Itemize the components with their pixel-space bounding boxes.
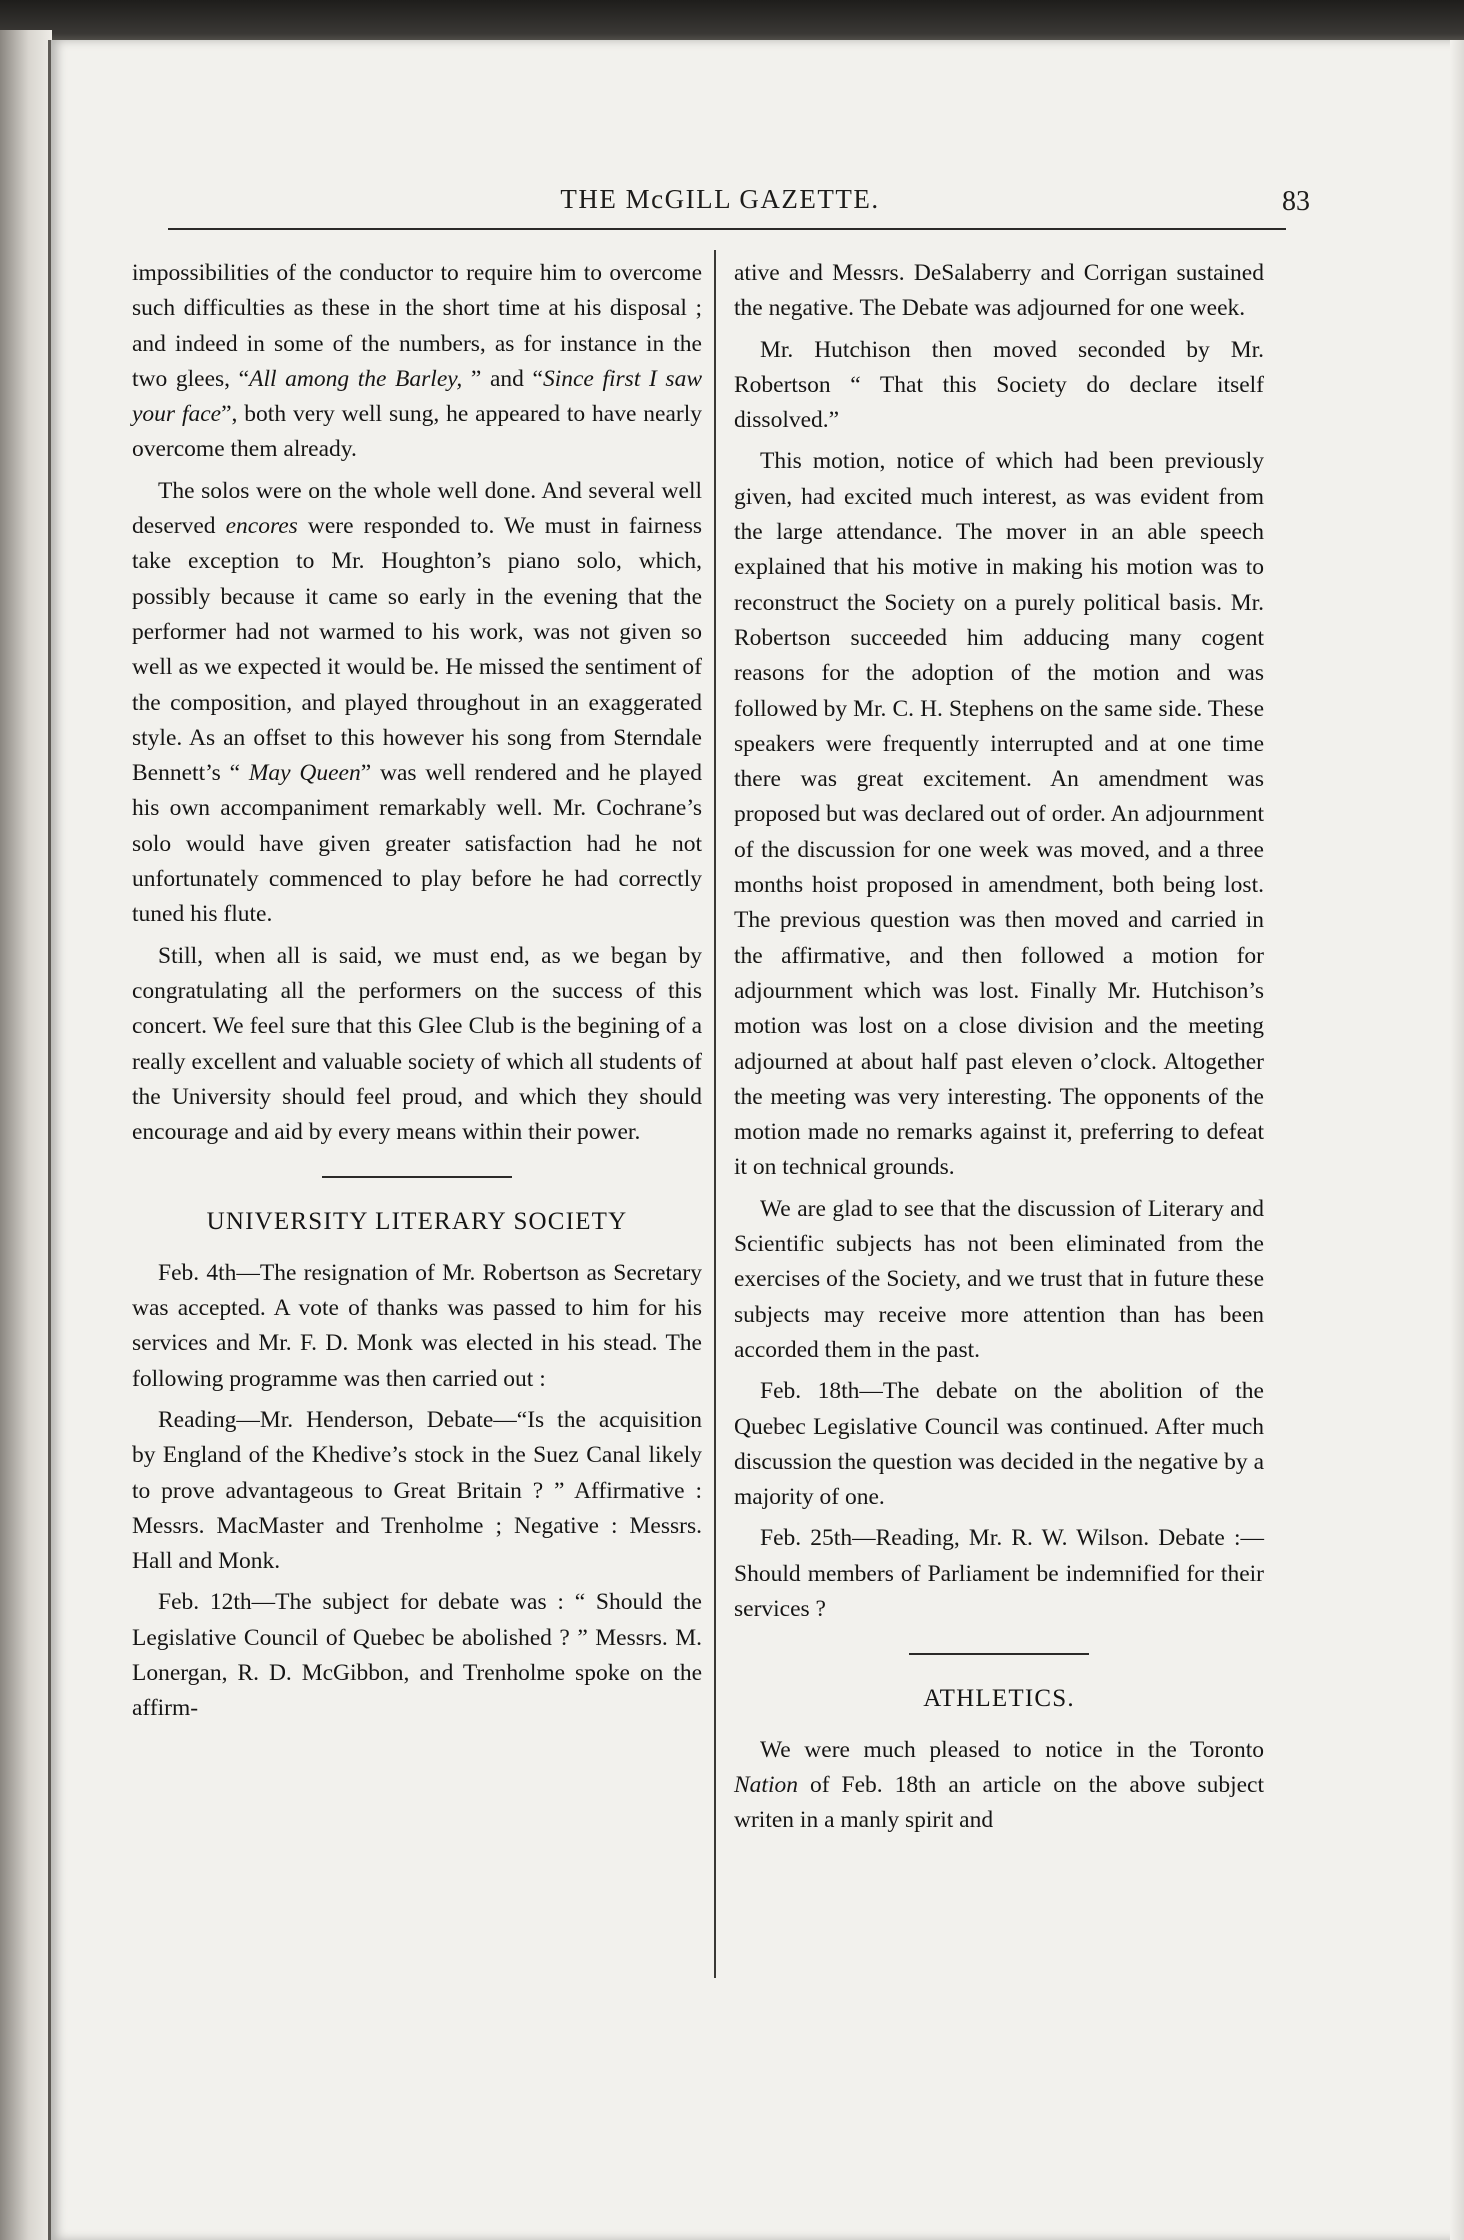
paragraph: We are glad to see that the discussion of Literary and Scientific subjects has not been eliminated from the exercises of the Society, and we trust that in future these subjects may receive more attention than has been accorded them in the past. bbox=[734, 1195, 1264, 1363]
paragraph: Mr. Hutchison then moved seconded by Mr. Robertson “ That this Society do declare itself dissolved.” bbox=[734, 336, 1264, 434]
right-column bbox=[734, 256, 1264, 1844]
text-run: We were much pleased to notice in the Toronto bbox=[760, 1736, 1264, 1763]
paragraph: Reading—Mr. Henderson, Debate—“Is the acquisition by England of the Khedive’s stock in the Suez Canal likely to prove advantageous to Great Britain ? ” Affirmative : Messrs. MacMaster and Trenholme ; Negative : Messrs. Hall and Monk. bbox=[132, 1406, 702, 1575]
text-run: ” and “ bbox=[462, 365, 543, 392]
paragraph: Feb. 25th—Reading, Mr. R. W. Wilson. Debate :—Should members of Parliament be indemnified for their services ? bbox=[734, 1525, 1264, 1622]
section-heading: ATHLETICS. bbox=[923, 1685, 1075, 1713]
paragraph: Feb. 12th—The subject for debate was : “ Should the Legislative Council of Quebec be abolished ? ” Messrs. M. Lonergan, R. D. McGibbon, and Trenholme spoke on the affirm- bbox=[132, 1589, 702, 1722]
page-title: THE McGILL GAZETTE. bbox=[560, 184, 880, 214]
running-head bbox=[150, 148, 1310, 218]
song-title: Since first I saw your face bbox=[132, 365, 702, 428]
text-run: ”, both very well sung, he appeared to have nearly overcome them already. bbox=[132, 401, 703, 463]
text-run: were responded to. We must in fairness take exception to Mr. Houghton’s piano solo, which, possibly because it came so early in the evening that the performer had not warmed to his work, was not given so well as we expected it would be. He missed the sentiment of the composition, and played throughout in an exaggerated style. As an offset to this however his song from Sterndale Bennett’s “ bbox=[132, 513, 702, 787]
paragraph: ative and Messrs. DeSalaberry and Corrigan sustained the negative. The Debate was adjourned for one week. bbox=[734, 260, 1264, 322]
song-title: All among the Barley, bbox=[249, 365, 463, 392]
paragraph bbox=[132, 256, 702, 468]
section-divider bbox=[909, 1653, 1089, 1655]
header-rule bbox=[168, 228, 1286, 230]
paragraph: Feb. 4th—The resignation of Mr. Robertson as Secretary was accepted. A vote of thanks was passed to him for his services and Mr. F. D. Monk was elected in his stead. The following programme was then carried out : bbox=[132, 1259, 702, 1392]
text-run: impossibilities of the conductor to require him to overcome such difficulties as these in the short time at his disposal ; and indeed in some of the numbers, as for instance in the two glees, “ bbox=[132, 260, 702, 392]
text-run: The solos were on the whole well done. And several well deserved bbox=[132, 477, 702, 540]
paragraph bbox=[132, 474, 702, 933]
page-right-edge bbox=[1450, 40, 1464, 2240]
paragraph bbox=[734, 1733, 1264, 1839]
left-column bbox=[132, 256, 702, 1733]
column-divider bbox=[714, 250, 716, 1978]
italic-word: encores bbox=[225, 513, 298, 540]
section-divider bbox=[322, 1176, 512, 1178]
paragraph: This motion, notice of which had been previously given, had excited much interest, as was evident from the large attendance. The mover in an able speech explained that his motive in making his motion was to reconstruct the Society on a purely political basis. Mr. Robertson succeeded him adducing many cogent reasons for the adoption of the motion and was followed by Mr. C. H. Stephens on the same side. These speakers were frequently interrupted and at one time there was great excitement. An amendment was proposed but was declared out of order. An adjournment of the discussion for one week was moved, and a three months hoist proposed in amendment, both being lost. The previous question was then moved and carried in the affirmative, and then followed a motion for adjournment which was lost. Finally Mr. Hutchison’s motion was lost on a close division and the meeting adjourned at about half past eleven o’clock. Altogether the meeting was very interesting. The opponents of the motion made no remarks against it, preferring to defeat it on technical grounds. bbox=[734, 448, 1264, 1181]
paragraph: Feb. 18th—The debate on the abolition of the Quebec Legislative Council was continued. After much discussion the question was decided in the negative by a majority of one. bbox=[734, 1378, 1264, 1511]
song-title: May Queen bbox=[248, 760, 361, 787]
paragraph: Still, when all is said, we must end, as we began by congratulating all the performers on the success of this concert. We feel sure that this Glee Club is the begining of a really excellent and valuable society of which all students of the University should feel proud, and which they should encourage and aid by every means within their power. bbox=[132, 942, 702, 1146]
facing-page-edge bbox=[0, 30, 52, 2240]
text-run: ” was well rendered and he played his own accompaniment remarkably well. Mr. Cochrane’s solo would have given greater satisfaction had he not unfortunately commenced to play before he had correctly tuned his flute. bbox=[132, 760, 702, 928]
text-run: of Feb. 18th an article on the above subject writen in a manly spirit and bbox=[734, 1771, 1264, 1834]
page-number: 83 bbox=[1282, 186, 1310, 217]
publication-title: Nation bbox=[734, 1771, 798, 1798]
section-heading: UNIVERSITY LITERARY SOCIETY bbox=[206, 1208, 628, 1236]
